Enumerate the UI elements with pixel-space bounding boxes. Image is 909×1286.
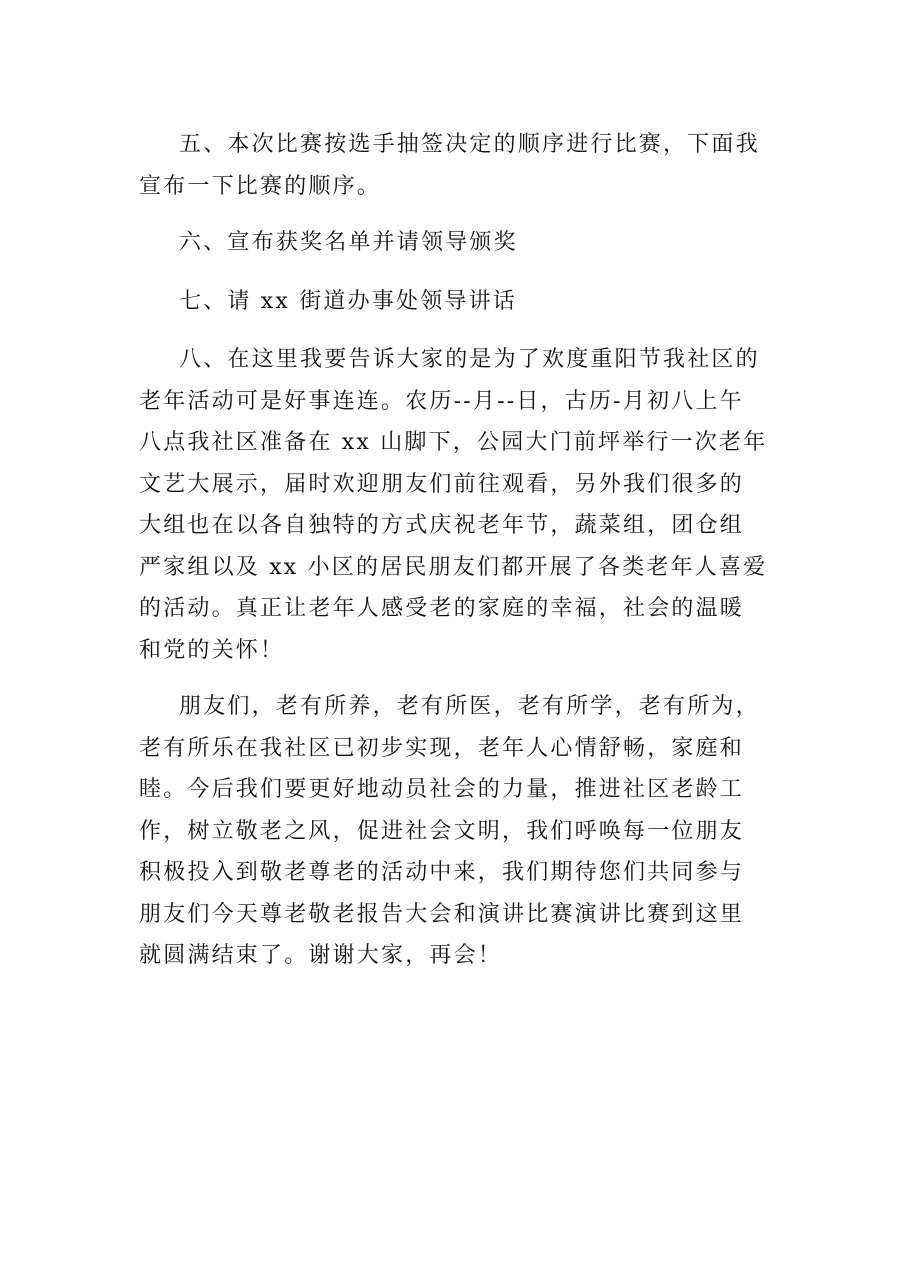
text-line: 老年活动可是好事连连。农历--月--日，古历-月初八上午 xyxy=(139,388,744,414)
text-line: 文艺大展示，届时欢迎朋友们前往观看，另外我们很多的 xyxy=(139,471,745,497)
paragraph-item-8 xyxy=(139,339,779,671)
text-line: 就圆满结束了。谢谢大家，再会！ xyxy=(139,943,503,968)
text-line: 严家组以及 xx 小区的居民朋友们都开展了各类老年人喜爱 xyxy=(139,554,768,580)
text-line: 朋友们，老有所养，老有所医，老有所学，老有所为， xyxy=(179,694,760,719)
text-line: 睦。今后我们要更好地动员社会的力量，推进社区老龄工 xyxy=(139,777,745,802)
text-line: 老有所乐在我社区已初步实现，老年人心情舒畅，家庭和 xyxy=(139,735,745,761)
text-line: 朋友们今天尊老敬老报告大会和演讲比赛演讲比赛到这里 xyxy=(139,901,745,927)
text-line: 和党的关怀！ xyxy=(139,637,285,663)
document-body xyxy=(139,124,779,992)
text-line: 积极投入到敬老尊老的活动中来，我们期待您们共同参与 xyxy=(139,860,745,885)
text-line: 八点我社区准备在 xx 山脚下，公园大门前坪举行一次老年 xyxy=(139,430,768,455)
text-line: 七、请 xx 街道办事处领导讲话 xyxy=(179,288,518,314)
text-line: 五、本次比赛按选手抽签决定的顺序进行比赛，下面我 xyxy=(179,132,760,157)
paragraph-closing xyxy=(139,686,779,977)
paragraph-item-5 xyxy=(139,124,779,207)
text-line: 八、在这里我要告诉大家的是为了欢度重阳节我社区的 xyxy=(179,347,760,372)
paragraph-item-7 xyxy=(139,281,779,323)
text-line: 的活动。真正让老年人感受老的家庭的幸福，社会的温暖 xyxy=(139,596,745,621)
text-line: 大组也在以各自独特的方式庆祝老年节，蔬菜组，团仓组 xyxy=(139,513,745,538)
paragraph-item-6 xyxy=(139,222,779,264)
text-line: 作，树立敬老之风，促进社会文明，我们呼唤每一位朋友 xyxy=(139,818,745,844)
text-line: 宣布一下比赛的顺序。 xyxy=(139,173,382,199)
text-line: 六、宣布获奖名单并请领导颁奖 xyxy=(179,230,518,255)
